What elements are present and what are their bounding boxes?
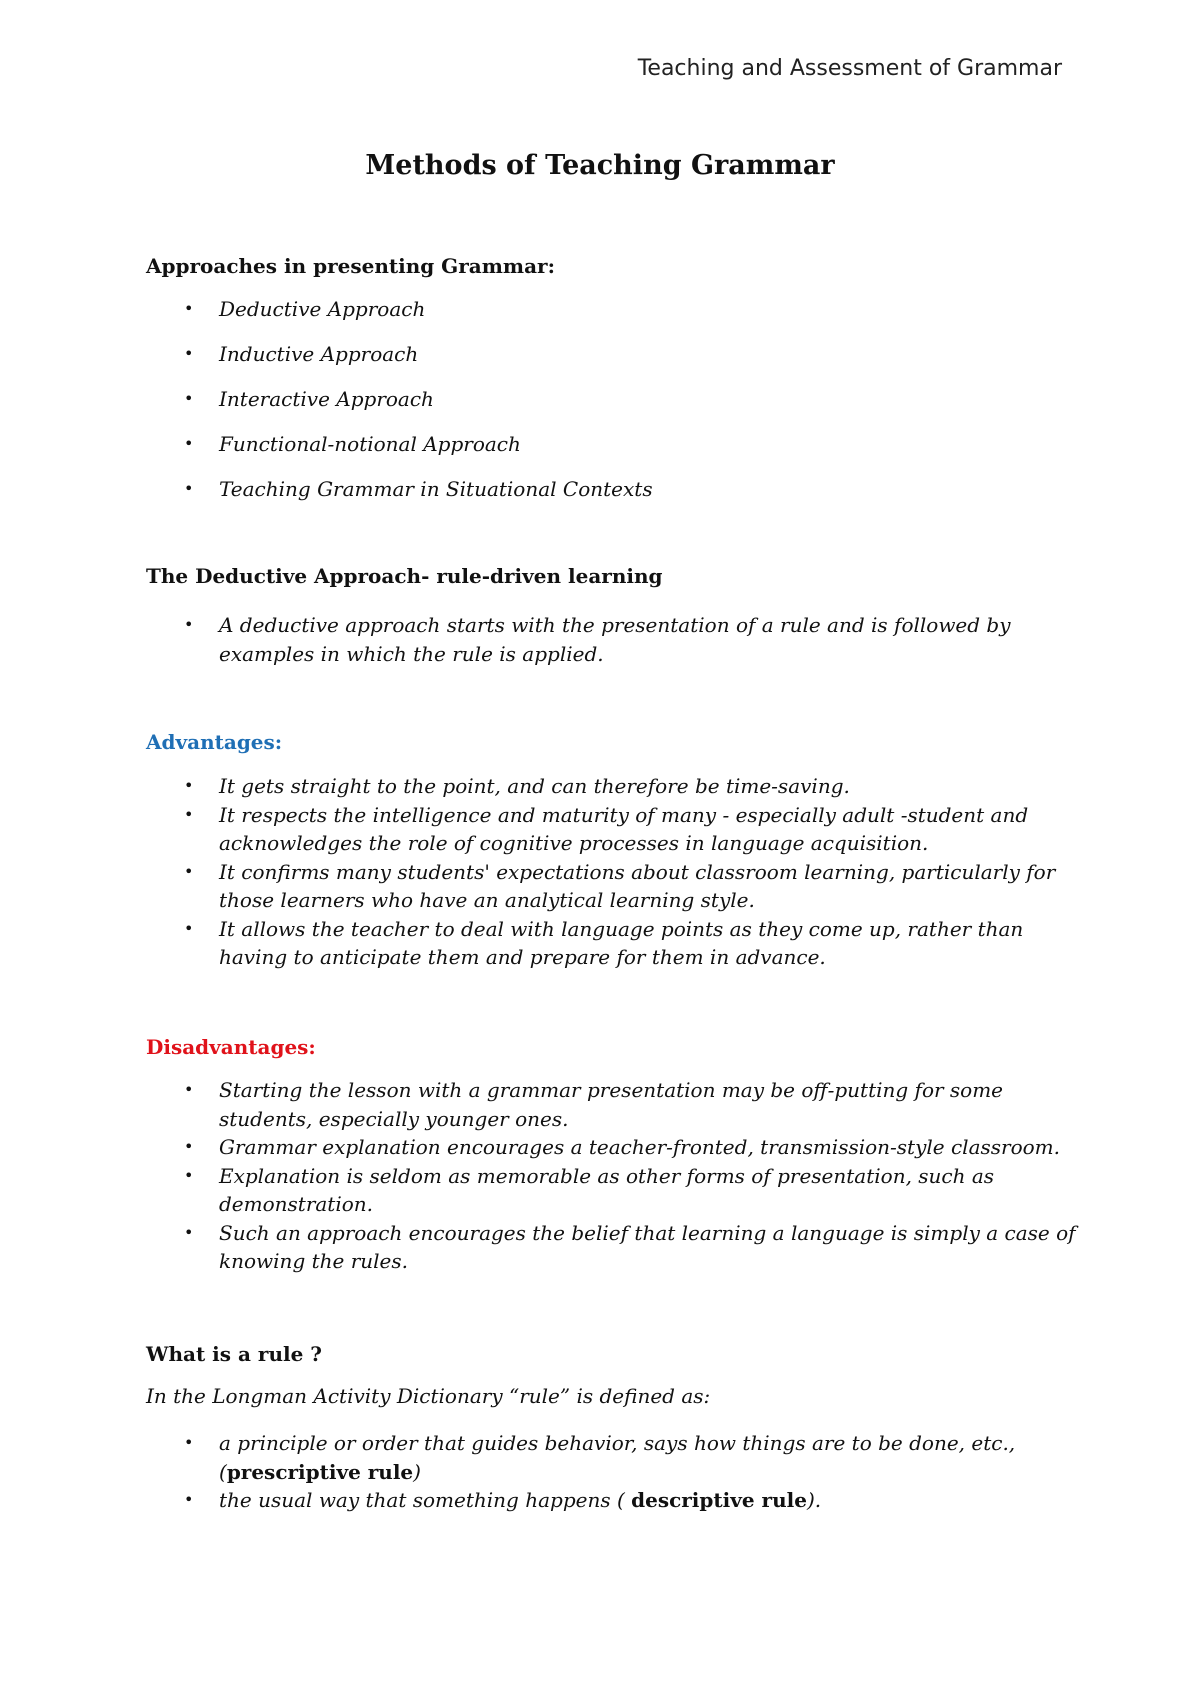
bullet-icon: •: [184, 299, 194, 318]
bullet-icon: •: [184, 1433, 194, 1452]
list-item: • a principle or order that guides behavior, says how things are to be done, etc., (prescriptive rule): [184, 1431, 1016, 1484]
bullet-icon: •: [184, 1490, 194, 1509]
bullet-icon: •: [184, 804, 194, 824]
bullet-icon: •: [184, 344, 194, 363]
bullet-icon: •: [184, 434, 194, 453]
approaches-list: [146, 295, 1076, 520]
bullet-icon: •: [184, 389, 194, 408]
running-header: Teaching and Assessment of Grammar: [637, 56, 1062, 81]
bullet-icon: •: [184, 1165, 194, 1185]
bullet-icon: •: [184, 615, 194, 634]
list-item: • Grammar explanation encourages a teacher-fronted, transmission-style classroom.: [146, 1133, 1076, 1162]
page-title: Methods of Teaching Grammar: [365, 150, 835, 181]
approaches-heading: Approaches in presenting Grammar:: [146, 254, 555, 278]
bullet-icon: •: [184, 1222, 194, 1242]
advantages-list: [146, 772, 1076, 972]
list-item: • Such an approach encourages the belief that learning a language is simply a case of knowing the rules.: [184, 1220, 1076, 1273]
rule-list: [146, 1429, 1076, 1515]
list-item: • A deductive approach starts with the presentation of a rule and is followed by examples in which the rule is applied.: [184, 613, 1011, 666]
advantages-heading: Advantages:: [146, 730, 283, 754]
bullet-icon: •: [184, 1137, 194, 1156]
list-item: • Explanation is seldom as memorable as other forms of presentation, such as demonstration.: [184, 1163, 995, 1216]
disadvantages-heading: Disadvantages:: [146, 1035, 316, 1059]
list-item: • Teaching Grammar in Situational Contexts: [146, 475, 1076, 504]
list-item: • Inductive Approach: [146, 340, 1076, 369]
disadvantages-list: [146, 1076, 1076, 1276]
prescriptive-rule-term: prescriptive rule: [226, 1459, 414, 1484]
bullet-icon: •: [184, 479, 194, 498]
list-item: • Interactive Approach: [146, 385, 1076, 414]
bullet-icon: •: [184, 918, 194, 938]
deductive-heading: The Deductive Approach- rule-driven learning: [146, 564, 663, 588]
deductive-list: [146, 611, 1076, 668]
rule-heading: What is a rule ?: [146, 1342, 322, 1366]
list-item: • It respects the intelligence and maturity of many - especially adult -student and acknowledges the role of cognitive processes in language acquisition.: [184, 802, 1029, 855]
bullet-icon: •: [184, 776, 194, 795]
list-item: • Deductive Approach: [146, 295, 1076, 324]
list-item: • It allows the teacher to deal with language points as they come up, rather than having to anticipate them and prepare for them in advance.: [184, 916, 1024, 969]
bullet-icon: •: [184, 861, 194, 881]
list-item: • the usual way that something happens ( descriptive rule).: [146, 1486, 1076, 1515]
list-item: • Starting the lesson with a grammar presentation may be off-putting for some students, especially younger ones.: [184, 1078, 1004, 1131]
rule-intro: In the Longman Activity Dictionary “rule” is defined as:: [146, 1384, 711, 1408]
bullet-icon: •: [184, 1080, 194, 1099]
descriptive-rule-term: descriptive rule: [631, 1488, 807, 1512]
list-item: • Functional-notional Approach: [146, 430, 1076, 459]
list-item: • It gets straight to the point, and can therefore be time-saving.: [146, 772, 1076, 801]
list-item: • It confirms many students' expectations about classroom learning, particularly for those learners who have an analytical learning style.: [184, 859, 1056, 912]
